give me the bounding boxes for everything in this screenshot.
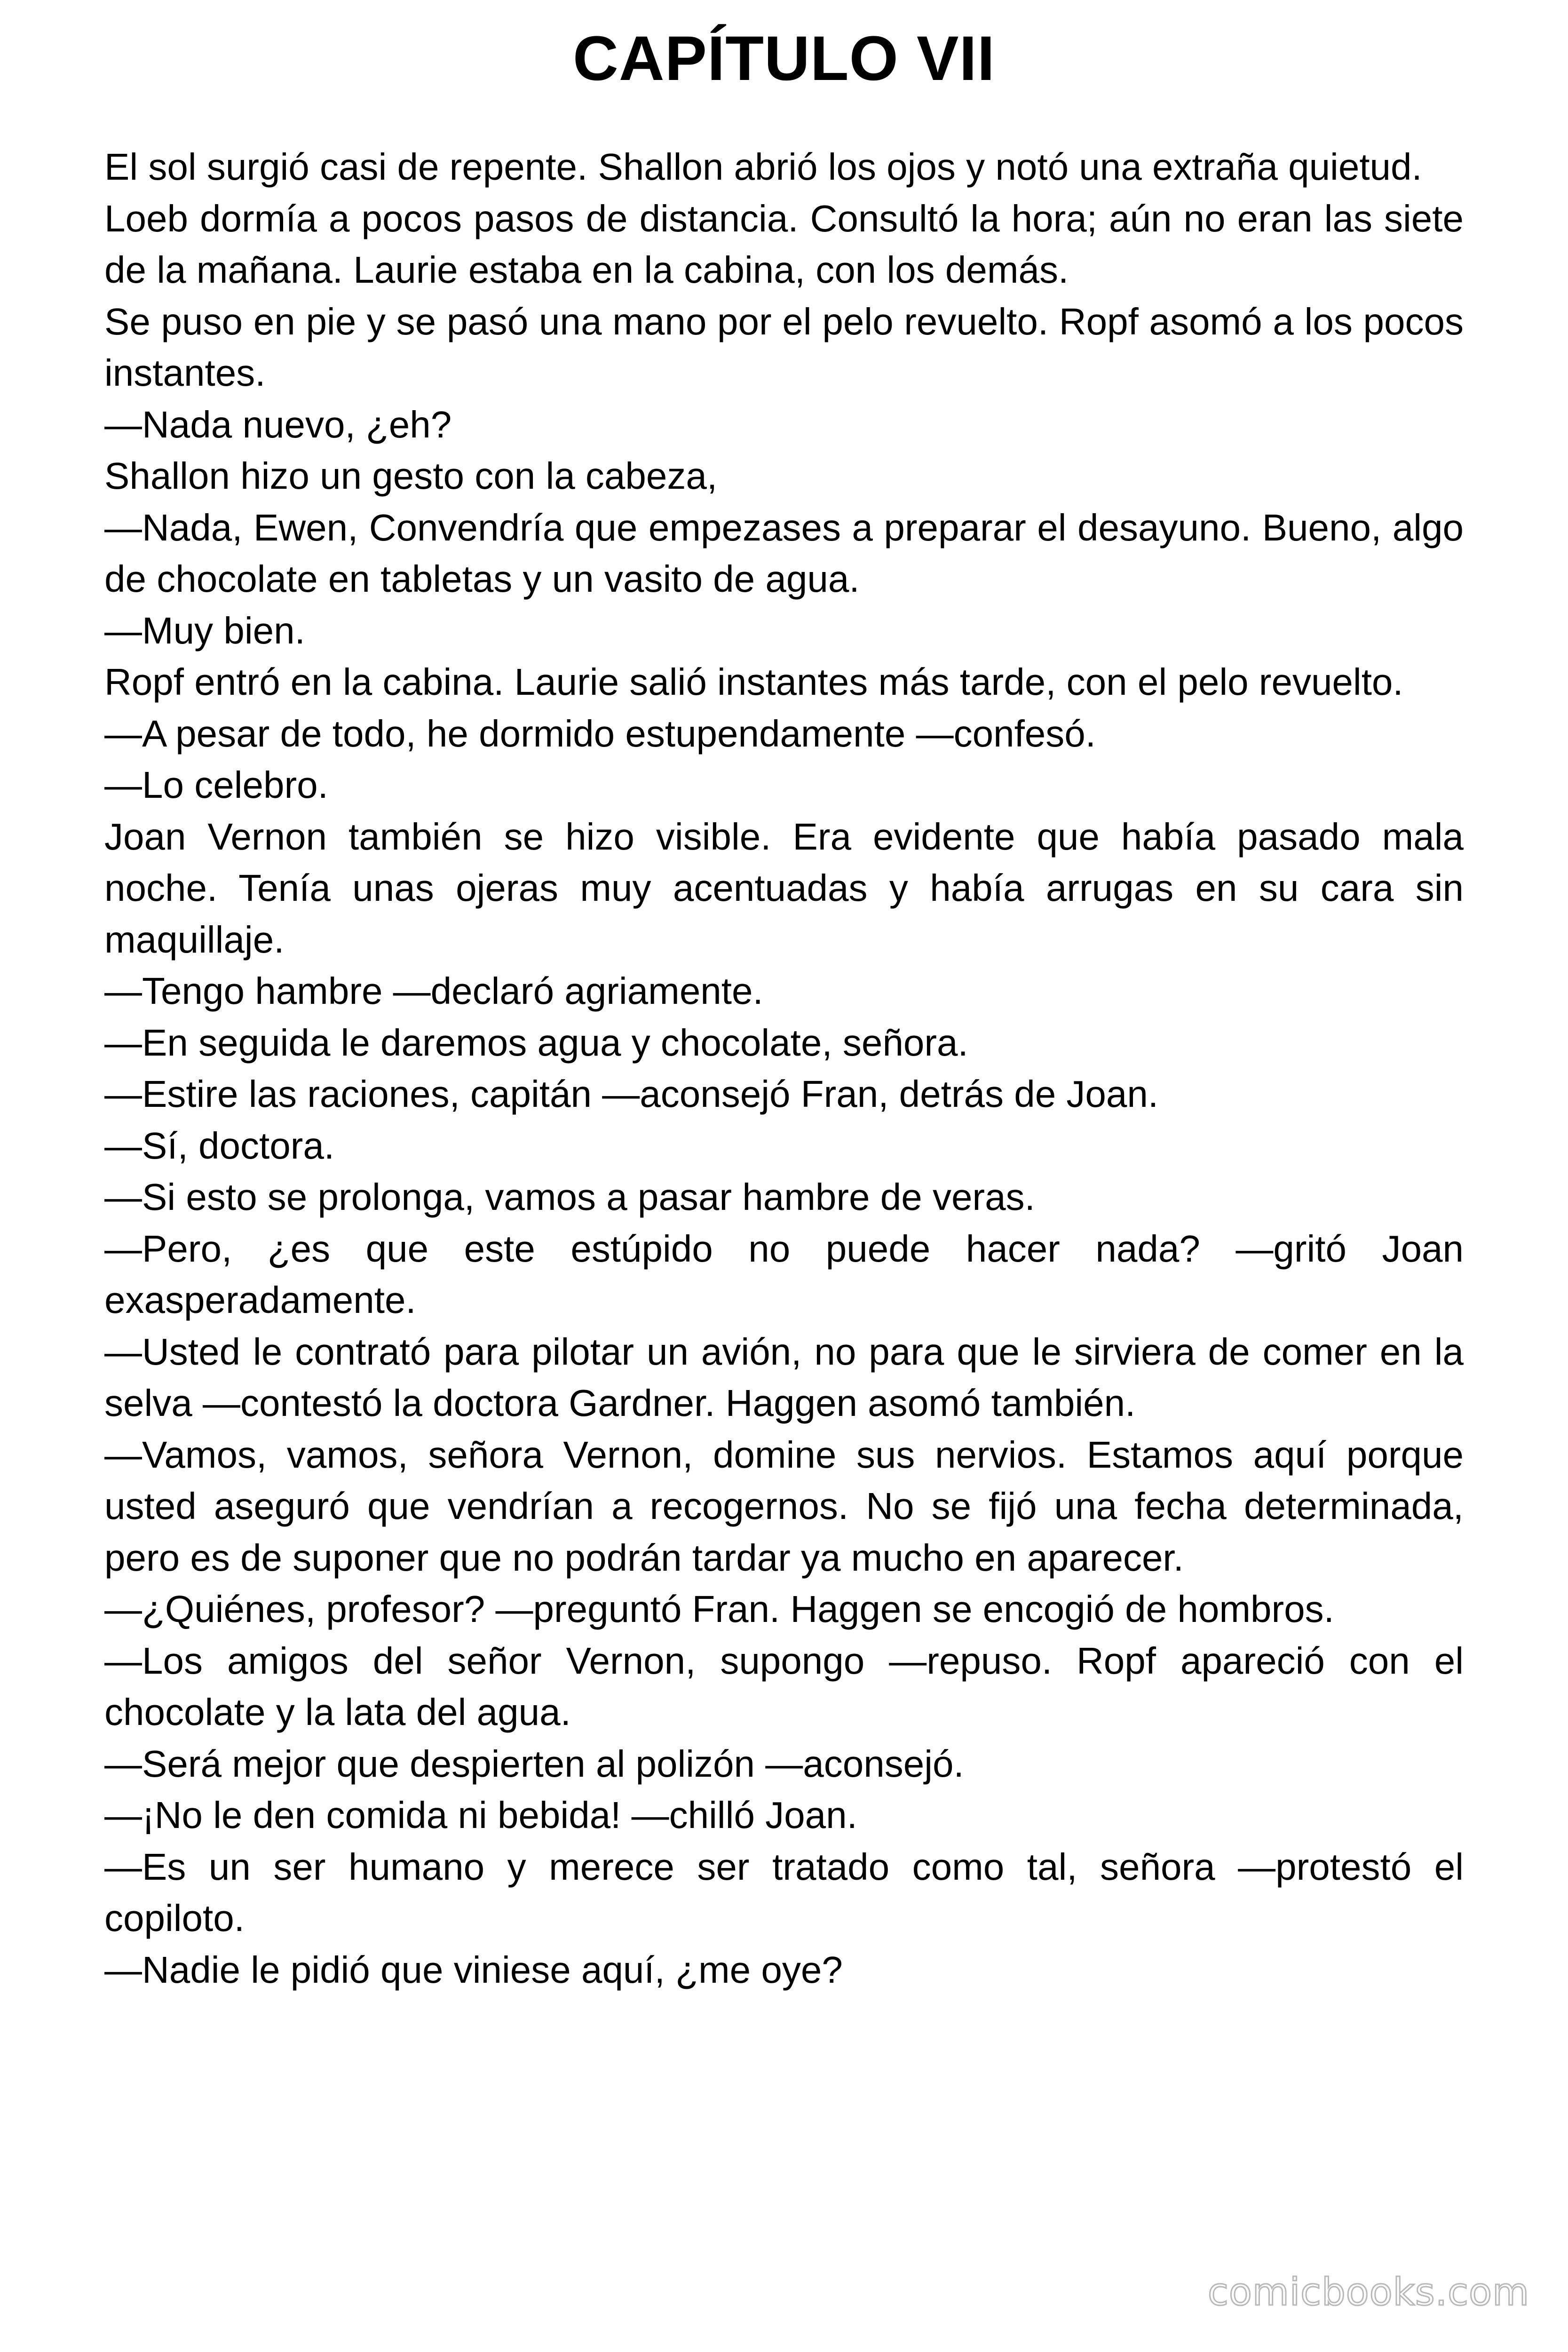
paragraph: —Los amigos del señor Vernon, supongo —repuso. Ropf apareció con el chocolate y la lata del agua. <box>104 1639 1464 1733</box>
paragraph: Shallon hizo un gesto con la cabeza, <box>104 455 718 497</box>
paragraph: —A pesar de todo, he dormido estupendamente —confesó. <box>104 712 1096 755</box>
paragraph: —Pero, ¿es que este estúpido no puede hacer nada? —gritó Joan exasperadamente. <box>104 1227 1464 1321</box>
paragraph: Se puso en pie y se pasó una mano por el pelo revuelto. Ropf asomó a los pocos instantes. <box>104 300 1464 394</box>
paragraph: —Vamos, vamos, señora Vernon, domine sus nervios. Estamos aquí porque usted aseguró que vendrían a recogernos. No se fijó una fecha determinada, pero es de suponer que no podrán tardar ya mucho en aparecer. <box>104 1433 1464 1579</box>
paragraph: Joan Vernon también se hizo visible. Era evidente que había pasado mala noche. Tenía unas ojeras muy acentuadas y había arrugas en su cara sin maquillaje. <box>104 815 1464 961</box>
paragraph: —Estire las raciones, capitán —aconsejó Fran, detrás de Joan. <box>104 1073 1159 1115</box>
paragraph: —Nada, Ewen, Convendría que empezases a preparar el desayuno. Bueno, algo de chocolate en tabletas y un vasito de agua. <box>104 506 1464 600</box>
paragraph: —Nada nuevo, ¿eh? <box>104 403 452 445</box>
paragraph: —En seguida le daremos agua y chocolate, señora. <box>104 1021 968 1064</box>
paragraph: —Si esto se prolonga, vamos a pasar hambre de veras. <box>104 1176 1035 1218</box>
site-watermark: comicbooks.com <box>1207 2270 1529 2314</box>
paragraph: —Nadie le pidió que viniese aquí, ¿me oye? <box>104 1948 843 1991</box>
paragraph: —Usted le contrató para pilotar un avión, no para que le sirviera de comer en la selva —contestó la doctora Gardner. Haggen asomó también. <box>104 1330 1464 1424</box>
chapter-title: CAPÍTULO VII <box>573 24 995 94</box>
paragraph: Loeb dormía a pocos pasos de distancia. Consultó la hora; aún no eran las siete de la mañana. Laurie estaba en la cabina, con los demás. <box>104 197 1464 291</box>
paragraph: —Es un ser humano y merece ser tratado como tal, señora —protestó el copiloto. <box>104 1845 1464 1939</box>
paragraph: —Tengo hambre —declaró agriamente. <box>104 970 763 1012</box>
paragraph: —Muy bien. <box>104 609 305 652</box>
paragraph: —¡No le den comida ni bebida! —chilló Joan. <box>104 1794 857 1836</box>
paragraph: —Sí, doctora. <box>104 1124 335 1167</box>
paragraph: El sol surgió casi de repente. Shallon abrió los ojos y notó una extraña quietud. <box>104 146 1422 188</box>
paragraph: —Será mejor que despierten al polizón —aconsejó. <box>104 1742 964 1785</box>
paragraph: Ropf entró en la cabina. Laurie salió instantes más tarde, con el pelo revuelto. <box>104 661 1403 703</box>
chapter-body <box>104 141 1464 1995</box>
paragraph: —Lo celebro. <box>104 764 328 806</box>
paragraph: —¿Quiénes, profesor? —preguntó Fran. Haggen se encogió de hombros. <box>104 1588 1334 1630</box>
